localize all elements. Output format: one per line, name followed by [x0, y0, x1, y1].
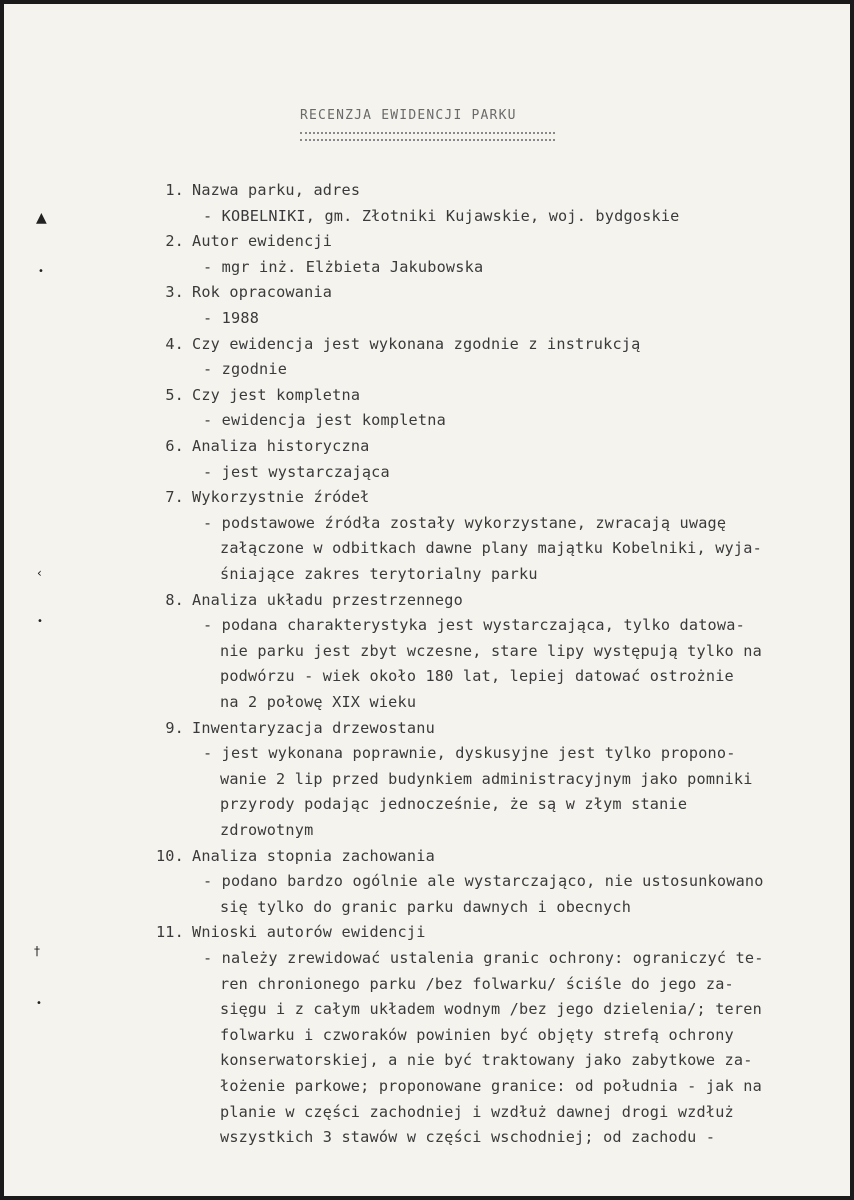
item-heading: Nazwa parku, adres: [192, 181, 361, 199]
item-number: 3.: [165, 283, 184, 302]
item-number: 4.: [165, 334, 184, 353]
item-number: 2.: [165, 232, 184, 251]
item-detail-text: - jest wykonana poprawnie, dyskusyjne jest tylko propono-: [203, 744, 736, 763]
item-detail-text: - jest wystarczająca: [203, 462, 390, 481]
item-detail-text: - KOBELNIKI, gm. Złotniki Kujawskie, woj. bydgoskie: [203, 206, 680, 225]
item-detail-text: zdrowotnym: [220, 821, 314, 839]
item-heading: Rok opracowania: [192, 283, 333, 302]
margin-dot-mark: •: [36, 998, 42, 1009]
item-detail-text: - należy zrewidować ustalenia granic ochrony: ograniczyć te-: [203, 949, 764, 967]
item-heading: Wykorzystnie źródeł: [192, 488, 370, 507]
item-detail-text: konserwatorskiej, a nie być traktowany jako zabytkowe za-: [220, 1051, 753, 1070]
item-heading: Autor ewidencji: [192, 232, 333, 251]
margin-dot-mark: •: [37, 616, 43, 627]
item-number: 6.: [165, 437, 184, 455]
margin-dot-mark: •: [38, 266, 44, 277]
item-number: 1.: [165, 181, 184, 199]
item-heading: Czy ewidencja jest wykonana zgodnie z instrukcją: [192, 334, 641, 353]
item-detail-text: na 2 połowę XIX wieku: [220, 693, 417, 711]
title-underline: [300, 132, 555, 141]
item-detail-text: - mgr inż. Elżbieta Jakubowska: [203, 257, 484, 276]
item-number: 5.: [165, 385, 184, 404]
item-detail-text: - ewidencja jest kompletna: [203, 411, 446, 430]
item-detail-text: sięgu i z całym układem wodnym /bez jego dzielenia/; teren: [220, 1000, 762, 1019]
margin-tick-mark: †: [34, 944, 40, 958]
item-number: 10.: [155, 846, 184, 865]
item-heading: Wnioski autorów ewidencji: [192, 923, 426, 942]
item-heading: Inwentaryzacja drzewostanu: [192, 718, 435, 737]
item-heading: Analiza historyczna: [192, 437, 370, 455]
item-heading: Analiza stopnia zachowania: [192, 846, 435, 865]
margin-tick-mark: ‹: [37, 566, 42, 580]
item-detail-text: ren chronionego parku /bez folwarku/ ściśle do jego za-: [220, 974, 734, 993]
item-detail-text: załączone w odbitkach dawne plany majątku Kobelniki, wyja-: [220, 539, 762, 558]
item-detail-text: się tylko do granic parku dawnych i obecnych: [220, 897, 632, 916]
item-detail-text: wanie 2 lip przed budynkiem administracyjnym jako pomniki: [220, 769, 753, 788]
item-detail-text: wszystkich 3 stawów w części wschodniej; od zachodu -: [220, 1128, 716, 1147]
item-detail-text: folwarku i czworaków powinien być objęty strefą ochrony: [220, 1025, 734, 1044]
item-heading: Czy jest kompletna: [192, 385, 361, 404]
document-page: [4, 4, 850, 1196]
item-detail-text: - podstawowe źródła zostały wykorzystane, zwracają uwagę: [203, 513, 727, 532]
item-detail-text: - 1988: [203, 309, 260, 327]
item-number: 8.: [165, 590, 184, 609]
item-detail-text: podwórzu - wiek około 180 lat, lepiej datować ostrożnie: [220, 667, 734, 686]
item-detail-text: planie w części zachodniej i wzdłuż dawnej drogi wzdłuż: [220, 1102, 734, 1121]
item-detail-text: przyrody podając jednocześnie, że są w złym stanie: [220, 795, 688, 814]
item-number: 9.: [165, 718, 184, 737]
item-detail-text: - podana charakterystyka jest wystarczająca, tylko datowa-: [203, 616, 745, 635]
item-number: 7.: [165, 488, 184, 507]
margin-arrow-mark: ▲: [36, 210, 47, 226]
item-detail-text: łożenie parkowe; proponowane granice: od południa - jak na: [220, 1077, 762, 1095]
item-detail-text: śniające zakres terytorialny parku: [220, 565, 538, 583]
item-detail-text: - podano bardzo ogólnie ale wystarczająco, nie ustosunkowano: [203, 872, 764, 891]
item-number: 11.: [155, 923, 184, 942]
document-title: RECENZJA EWIDENCJI PARKU: [300, 108, 517, 123]
item-detail-text: nie parku jest zbyt wczesne, stare lipy występują tylko na: [220, 641, 762, 660]
item-detail-text: - zgodnie: [203, 360, 288, 379]
item-heading: Analiza układu przestrzennego: [192, 590, 463, 609]
